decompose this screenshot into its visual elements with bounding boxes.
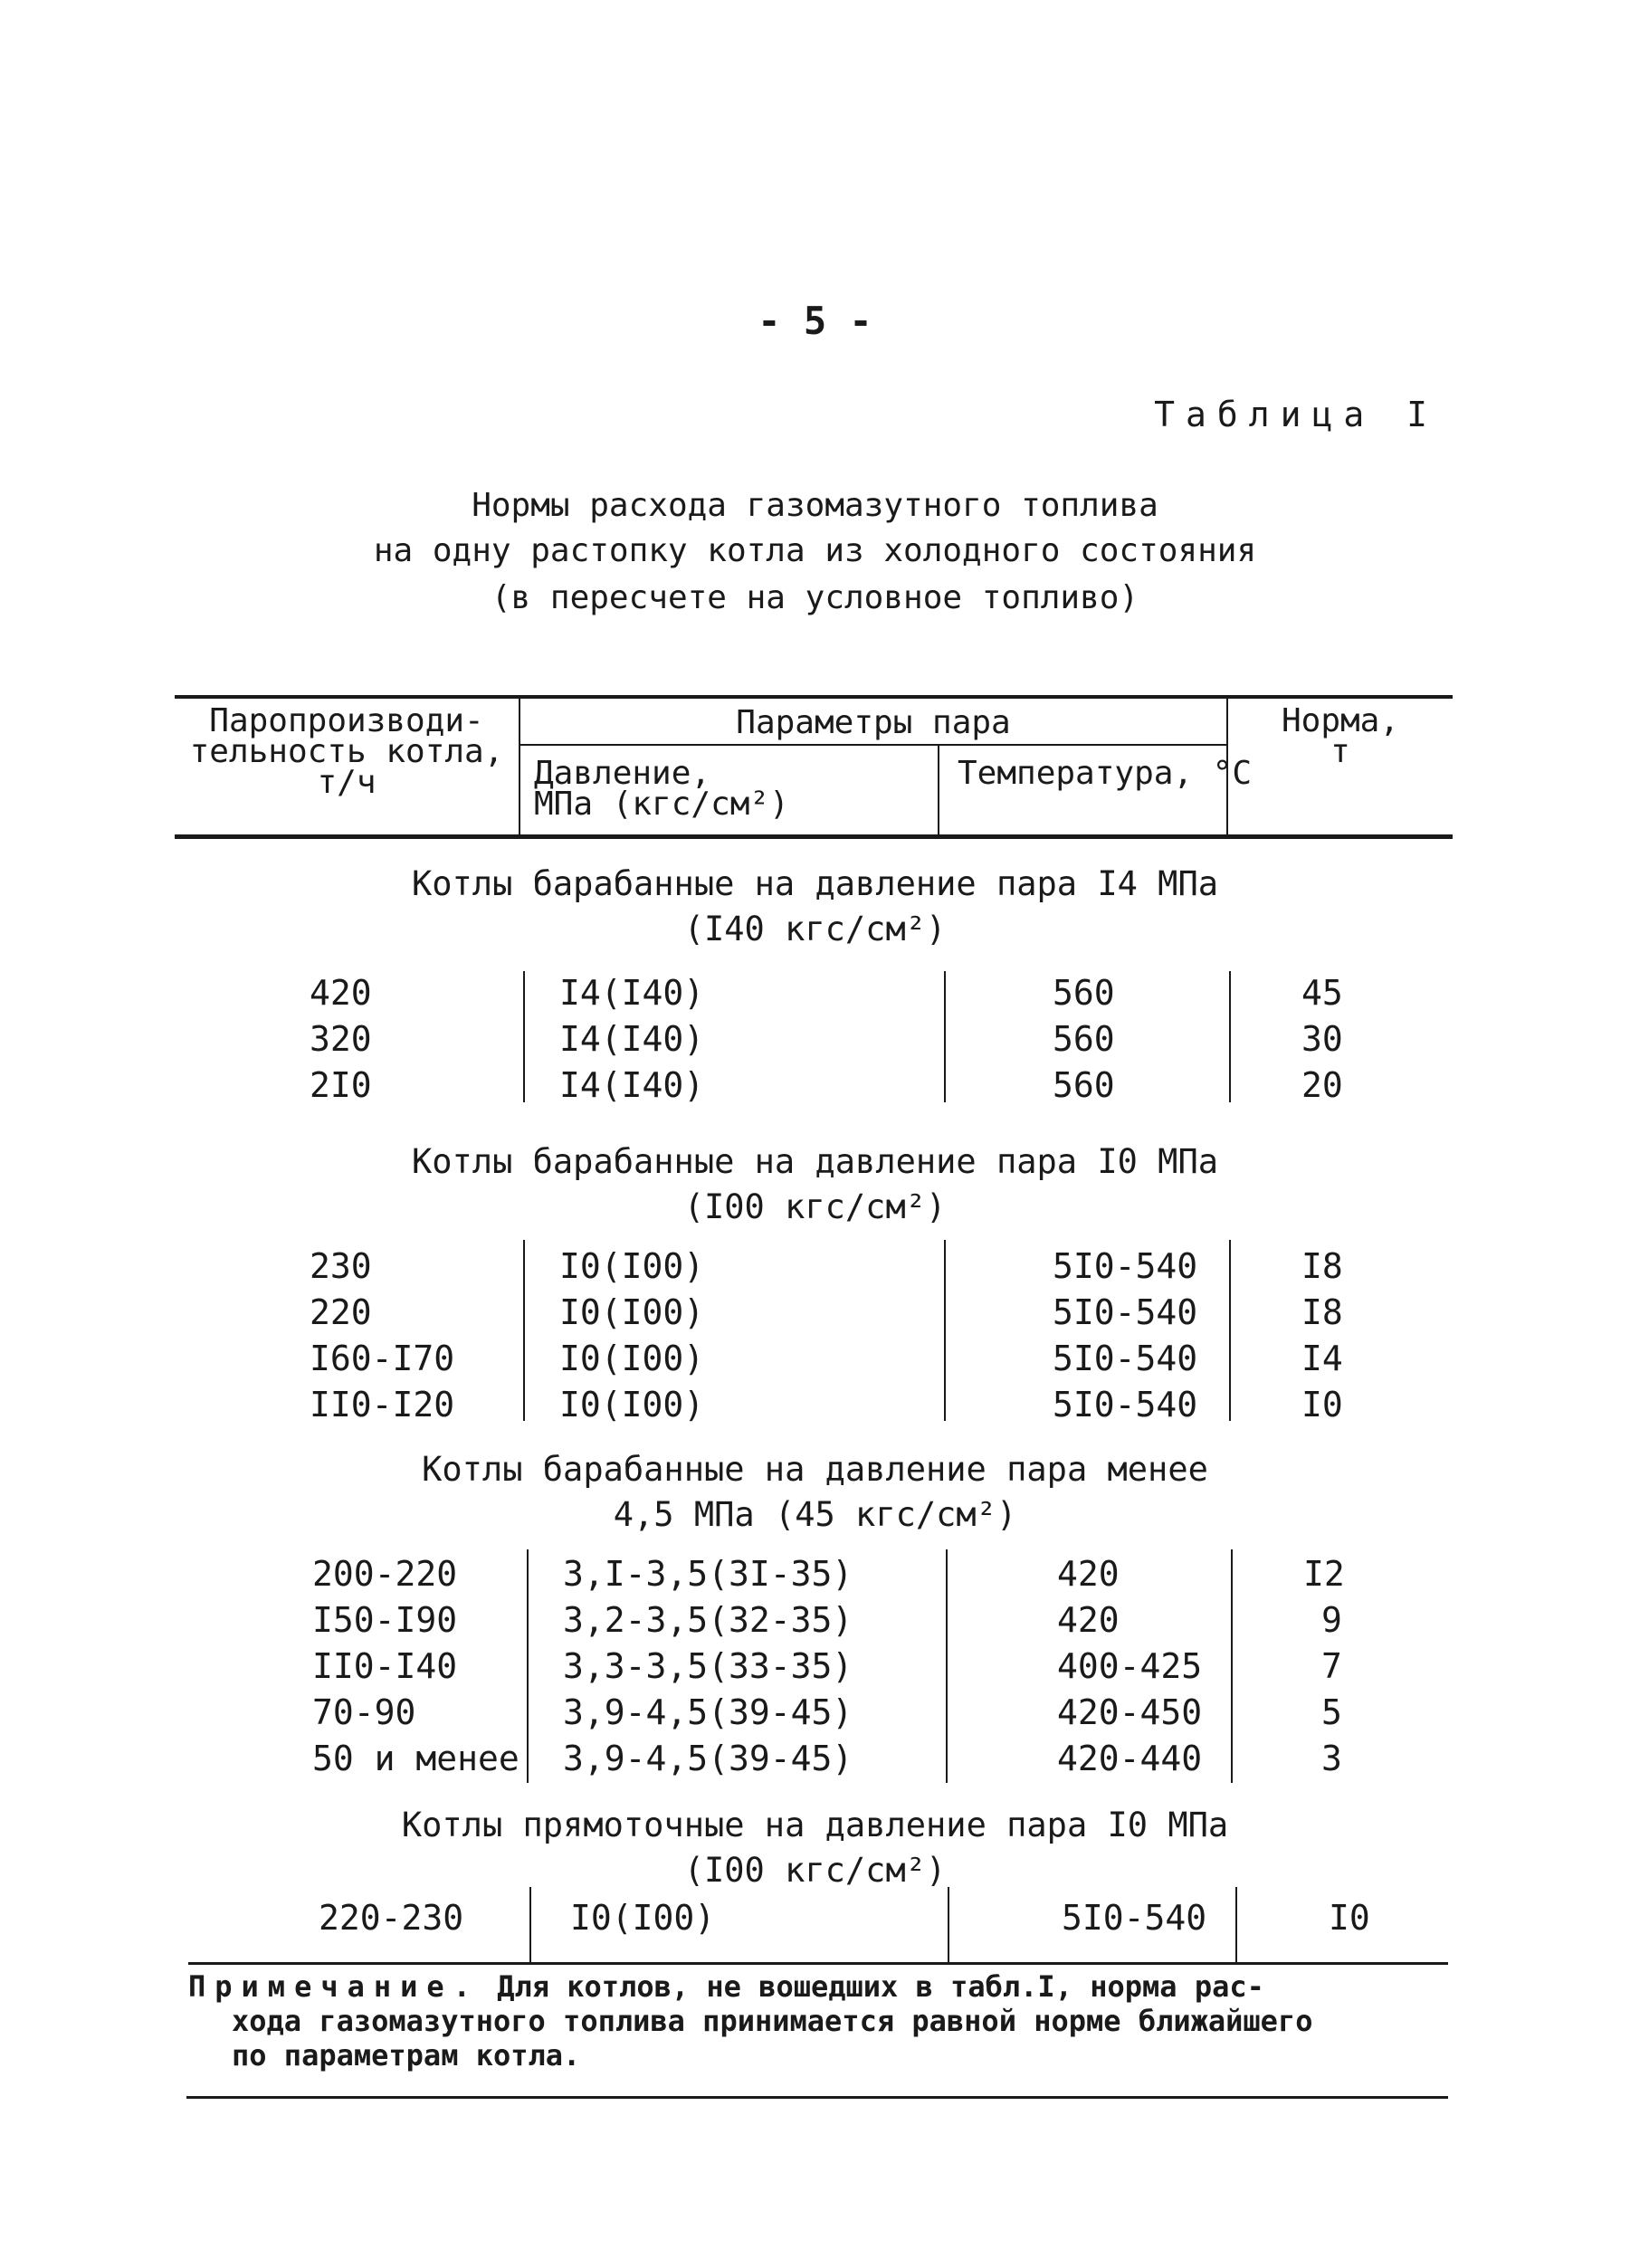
note-line-3: по параметрам котла. xyxy=(232,2038,581,2073)
table-cell: I8 xyxy=(1301,1292,1343,1332)
table-cell: 20 xyxy=(1301,1065,1343,1105)
header-pressure xyxy=(534,755,789,823)
table-cell: 220 xyxy=(310,1292,372,1332)
params-rule xyxy=(520,744,1226,746)
table-cell: 3,2-3,5(32-35) xyxy=(563,1600,853,1640)
section-3-divider-2 xyxy=(946,1549,948,1783)
section-1-divider-1 xyxy=(523,971,525,1102)
table-cell: 50 и менее xyxy=(312,1739,520,1778)
table-cell: II0-I20 xyxy=(310,1385,455,1425)
table-cell: 9 xyxy=(1321,1600,1342,1640)
table-cell: 5I0-540 xyxy=(1062,1898,1207,1938)
table-cell: 420-450 xyxy=(1057,1692,1203,1732)
table-cell: 70-90 xyxy=(312,1692,416,1732)
table-cell: 200-220 xyxy=(312,1554,458,1594)
header-bottom-rule xyxy=(175,834,1453,839)
table-cell: 2I0 xyxy=(310,1065,372,1105)
table-cell: 3,3-3,5(33-35) xyxy=(563,1646,853,1686)
table-cell: I0(I00) xyxy=(559,1339,705,1378)
table-title-line-3: (в пересчете на условное топливо) xyxy=(491,579,1139,616)
table-cell: 5 xyxy=(1321,1692,1342,1732)
note-line-1 xyxy=(188,1969,1312,2004)
table-cell: 230 xyxy=(310,1246,372,1286)
table-cell: I0(I00) xyxy=(570,1898,716,1938)
header-pressure-line-1: Давление, xyxy=(534,755,711,792)
table-cell: I4 xyxy=(1301,1339,1343,1378)
section-4-divider-3 xyxy=(1235,1887,1237,1964)
section-3-divider-3 xyxy=(1231,1549,1233,1783)
table-cell: 560 xyxy=(1053,1065,1115,1105)
table-top-rule xyxy=(175,695,1453,699)
section-1-divider-3 xyxy=(1229,971,1231,1102)
table-cell: I2 xyxy=(1303,1554,1345,1594)
table-cell: I0 xyxy=(1329,1898,1370,1938)
table-cell: 3,9-4,5(39-45) xyxy=(563,1739,853,1778)
table-cell: 3 xyxy=(1321,1739,1342,1778)
table-cell: I50-I90 xyxy=(312,1600,458,1640)
table-cell: 220-230 xyxy=(319,1898,464,1938)
section-3-divider-1 xyxy=(527,1549,529,1783)
section-3-heading-line-2: 4,5 МПа (45 кгс/см²) xyxy=(613,1495,1017,1534)
section-1-heading-line-1: Котлы барабанные на давление пара I4 МПа xyxy=(411,864,1219,903)
table-bottom-rule xyxy=(188,1962,1448,1965)
header-temperature: Температура, °С xyxy=(958,755,1253,792)
header-pressure-line-2: МПа (кгс/см²) xyxy=(534,786,789,823)
header-capacity xyxy=(175,702,519,801)
section-3-heading-line-1: Котлы барабанные на давление пара менее xyxy=(422,1450,1208,1489)
table-title-line-2: на одну растопку котла из холодного состояния xyxy=(373,532,1257,569)
header-capacity-line-3: т/ч xyxy=(317,764,377,801)
table-cell: I0(I00) xyxy=(559,1385,705,1425)
section-2-heading-line-2: (I00 кгс/см²) xyxy=(683,1187,947,1226)
header-divider-2 xyxy=(938,746,939,834)
table-cell: I0(I00) xyxy=(559,1292,705,1332)
header-capacity-line-1: Паропроизводи- xyxy=(209,702,484,739)
table-cell: 3,9-4,5(39-45) xyxy=(563,1692,853,1732)
table-cell: 560 xyxy=(1053,973,1115,1013)
table-cell: 5I0-540 xyxy=(1053,1385,1198,1425)
section-4-divider-2 xyxy=(948,1887,949,1964)
table-cell: 3,I-3,5(3I-35) xyxy=(563,1554,853,1594)
page-number: - 5 - xyxy=(758,299,872,343)
table-cell: II0-I40 xyxy=(312,1646,458,1686)
table-cell: I0 xyxy=(1301,1385,1343,1425)
table-cell: 5I0-540 xyxy=(1053,1246,1198,1286)
section-4-heading-line-1: Котлы прямоточные на давление пара I0 МПа xyxy=(401,1806,1229,1844)
table-label: Таблица I xyxy=(1154,395,1438,434)
table-cell: 5I0-540 xyxy=(1053,1292,1198,1332)
table-cell: I60-I70 xyxy=(310,1339,455,1378)
header-capacity-line-2: тельность котла, xyxy=(189,733,504,770)
table-cell: 420 xyxy=(1057,1554,1120,1594)
table-cell: 400-425 xyxy=(1057,1646,1203,1686)
section-2-heading-line-1: Котлы барабанные на давление пара I0 МПа xyxy=(411,1142,1219,1181)
table-cell: 560 xyxy=(1053,1019,1115,1059)
table-cell: 420 xyxy=(310,973,372,1013)
section-2-divider-1 xyxy=(523,1240,525,1421)
header-norm-line-1: Норма, xyxy=(1281,702,1400,739)
section-1-heading-line-2: (I40 кгс/см²) xyxy=(683,910,947,948)
section-2-divider-2 xyxy=(944,1240,946,1421)
table-cell: 45 xyxy=(1301,973,1343,1013)
table-cell: 30 xyxy=(1301,1019,1343,1059)
header-norm-line-2: т xyxy=(1330,733,1350,770)
table-title-line-1: Нормы расхода газомазутного топлива xyxy=(472,487,1158,524)
section-2-divider-3 xyxy=(1229,1240,1231,1421)
table-cell: I4(I40) xyxy=(559,973,705,1013)
note-bottom-rule xyxy=(186,2096,1448,2099)
table-cell: 5I0-540 xyxy=(1053,1339,1198,1378)
note xyxy=(188,1969,1312,2073)
table-cell: 420-440 xyxy=(1057,1739,1203,1778)
section-1-divider-2 xyxy=(944,971,946,1102)
section-4-divider-1 xyxy=(529,1887,531,1964)
note-line-2: хода газомазутного топлива принимается равной норме ближайшего xyxy=(232,2004,1313,2038)
table-cell: I4(I40) xyxy=(559,1065,705,1105)
header-norm xyxy=(1228,702,1453,770)
section-4-heading-line-2: (I00 кгс/см²) xyxy=(683,1851,947,1890)
table-cell: I8 xyxy=(1301,1246,1343,1286)
table-cell: I4(I40) xyxy=(559,1019,705,1059)
header-steam-params: Параметры пара xyxy=(736,704,1011,741)
table-cell: 7 xyxy=(1321,1646,1342,1686)
note-label: Примечание. xyxy=(188,1969,480,2004)
table-cell: 420 xyxy=(1057,1600,1120,1640)
table-cell: 320 xyxy=(310,1019,372,1059)
note-text-line-1: Для котлов, не вошедших в табл.I, норма рас- xyxy=(497,1969,1264,2004)
table-cell: I0(I00) xyxy=(559,1246,705,1286)
